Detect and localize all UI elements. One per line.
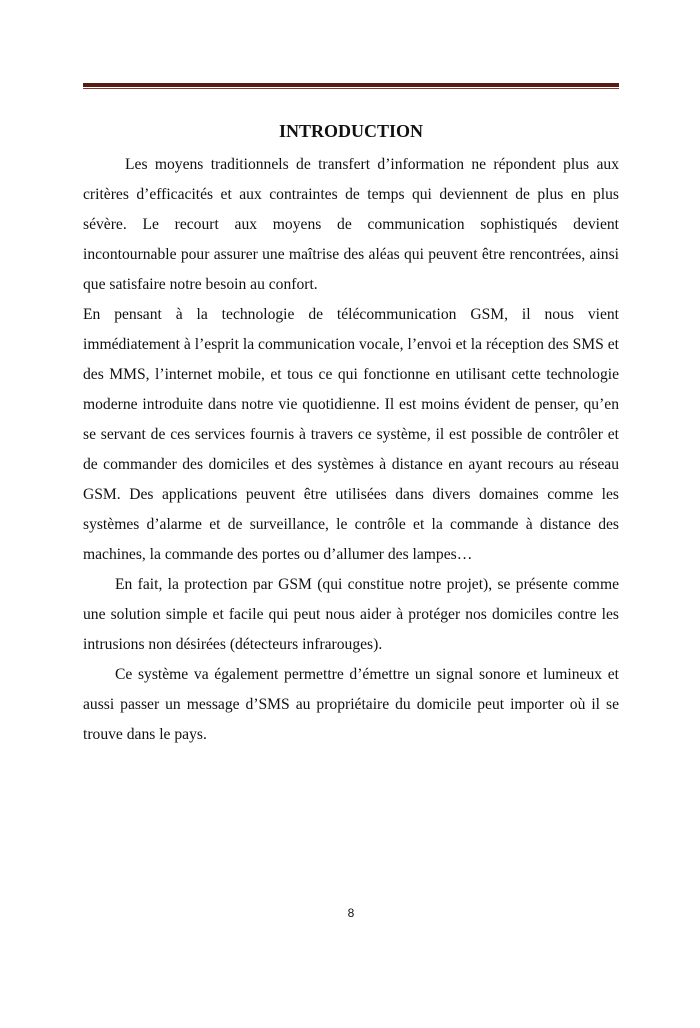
body-text (83, 150, 619, 750)
paragraph-2: En pensant à la technologie de télécommunication GSM, il nous vient immédiatement à l’esprit la communication vocale, l’envoi et la réception des SMS et des MMS, l’internet mobile, et tous ce qui fonctionne en utilisant cette technologie moderne introduite dans notre vie quotidienne. Il est moins évident de penser, qu’en se servant de ces services fournis à travers ce système, il est possible de contrôler et de commander des domiciles et des systèmes à distance en ayant recours au réseau GSM. Des applications peuvent être utilisées dans divers domaines comme les systèmes d’alarme et de surveillance, le contrôle et la commande à distance des machines, la commande des portes ou d’allumer des lampes… (83, 306, 619, 563)
paragraph-3: En fait, la protection par GSM (qui constitue notre projet), se présente comme une solution simple et facile qui peut nous aider à protéger nos domiciles contre les intrusions non désirées (détecteurs infrarouges). (83, 576, 619, 653)
page-number: 8 (347, 906, 355, 920)
header-rule-thick (83, 83, 619, 87)
page-title: INTRODUCTION (278, 121, 424, 141)
header-rule-thin (83, 88, 619, 89)
paragraph-1: Les moyens traditionnels de transfert d’information ne répondent plus aux critères d’efficacités et aux contraintes de temps qui deviennent de plus en plus sévère. Le recourt aux moyens de communication sophistiqués devient incontournable pour assurer une maîtrise des aléas qui peuvent être rencontrées, ainsi que satisfaire notre besoin au confort. (83, 156, 619, 293)
header-rule (83, 83, 619, 90)
paragraph-4: Ce système va également permettre d’émettre un signal sonore et lumineux et aussi passer un message d’SMS au propriétaire du domicile peut importer où il se trouve dans le pays. (83, 666, 619, 743)
